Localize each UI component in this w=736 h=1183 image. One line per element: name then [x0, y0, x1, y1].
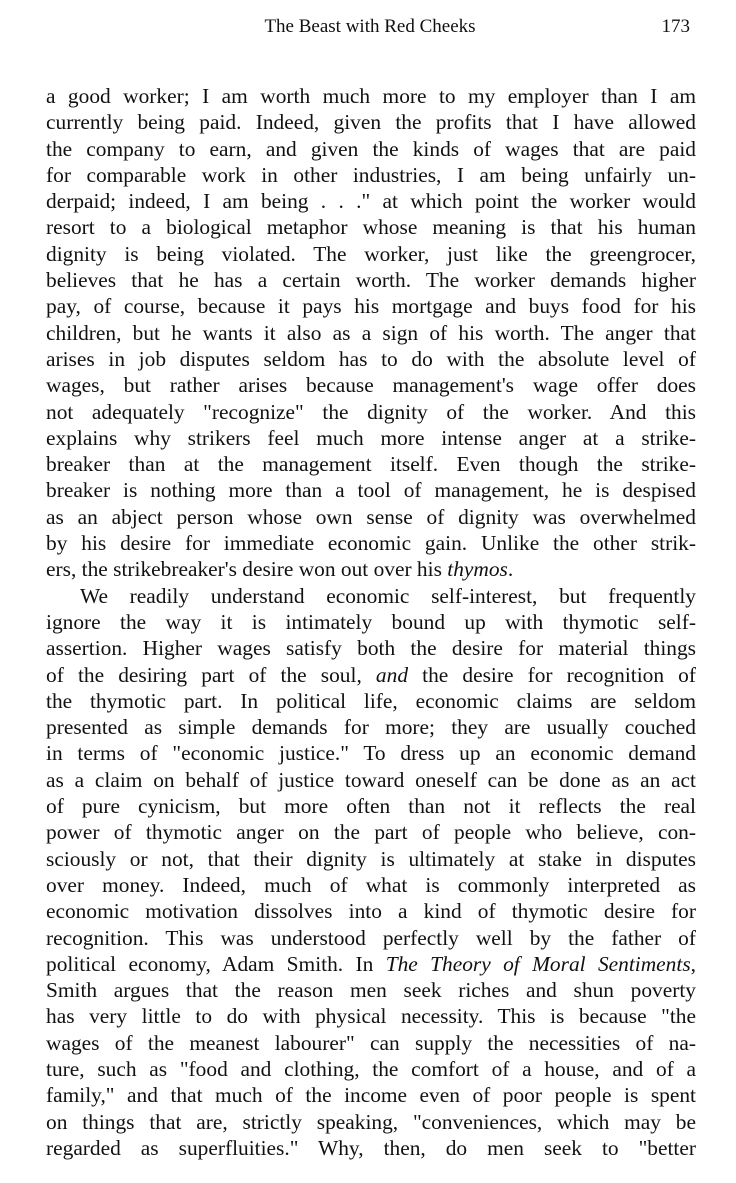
- text-run: Smith argues that the reason men seek riches and shun poverty: [46, 978, 696, 1003]
- running-title: The Beast with Red Cheeks: [264, 16, 476, 37]
- text-run: not adequately "recognize" the dignity of the worker. And this: [46, 399, 696, 424]
- text-run: breaker than at the management itself. Even though the strike-: [46, 452, 696, 477]
- paragraph: [46, 83, 696, 583]
- text-line: [46, 925, 696, 951]
- text-line: [46, 399, 696, 425]
- text-line: [46, 977, 696, 1003]
- text-run: on things that are, strictly speaking, "conveniences, which may be: [46, 1109, 696, 1134]
- text-line: [46, 793, 696, 819]
- text-run: dignity is being violated. The worker, just like the greengrocer,: [46, 241, 696, 266]
- text-run: presented as simple demands for more; they are usually couched: [46, 715, 696, 740]
- text-run: sciously or not, that their dignity is ultimately at stake in disputes: [46, 846, 696, 871]
- text-run: power of thymotic anger on the part of people who believe, con-: [46, 820, 696, 845]
- text-run: ture, such as "food and clothing, the comfort of a house, and of a: [46, 1056, 696, 1081]
- text-line: [46, 504, 696, 530]
- text-line: [46, 635, 696, 661]
- text-run: as an abject person whose own sense of dignity was overwhelmed: [46, 504, 696, 529]
- text-line: [46, 609, 696, 635]
- text-line: [46, 530, 696, 556]
- text-run: explains why strikers feel much more intense anger at a strike-: [46, 425, 696, 450]
- text-line: [46, 372, 696, 398]
- text-line: [46, 846, 696, 872]
- text-line: [46, 872, 696, 898]
- text-run: the desire for recognition of: [408, 662, 696, 687]
- text-run: wages, but rather arises because management's wage offer does: [46, 373, 696, 398]
- text-line: [46, 1056, 696, 1082]
- text-run: children, but he wants it also as a sign of his worth. The anger that: [46, 320, 696, 345]
- text-line: [46, 109, 696, 135]
- text-run: of the desiring part of the soul,: [46, 662, 376, 687]
- text-line: [46, 293, 696, 319]
- text-run: derpaid; indeed, I am being . . ." at which point the worker would: [46, 189, 696, 214]
- text-line: [46, 556, 696, 582]
- text-line: [46, 320, 696, 346]
- text-line: [46, 83, 696, 109]
- text-line: [46, 425, 696, 451]
- text-run: for comparable work in other industries, I am being unfairly un-: [46, 162, 696, 187]
- text-line: [46, 267, 696, 293]
- text-run: resort to a biological metaphor whose meaning is that his human: [46, 215, 696, 240]
- text-run: ignore the way it is intimately bound up with thymotic self-: [46, 609, 696, 634]
- text-line: [46, 162, 696, 188]
- text-line: [46, 1003, 696, 1029]
- italic-text: thymos: [447, 557, 508, 582]
- text-run: the company to earn, and given the kinds of wages that are paid: [46, 136, 696, 161]
- text-run: in terms of "economic justice." To dress up an economic demand: [46, 741, 696, 766]
- text-line: [46, 451, 696, 477]
- text-run: by his desire for immediate economic gain. Unlike the other strik-: [46, 531, 696, 556]
- text-line: [46, 241, 696, 267]
- text-line: [46, 1082, 696, 1108]
- text-run: breaker is nothing more than a tool of management, he is despised: [46, 478, 696, 503]
- italic-text: The Theory of Moral Sentiments: [385, 951, 691, 976]
- text-run: arises in job disputes seldom has to do with the absolute level of: [46, 346, 696, 371]
- text-run: family," and that much of the income even of poor people is spent: [46, 1083, 696, 1108]
- text-line: [46, 819, 696, 845]
- text-run: assertion. Higher wages satisfy both the desire for material things: [46, 636, 696, 661]
- text-line: [46, 136, 696, 162]
- text-run: .: [507, 557, 514, 582]
- text-line: [46, 740, 696, 766]
- italic-text: and: [375, 662, 409, 687]
- text-run: wages of the meanest labourer" can supply the necessities of na-: [46, 1030, 696, 1055]
- text-run: has very little to do with physical necessity. This is because "the: [46, 1004, 696, 1029]
- text-run: as a claim on behalf of justice toward oneself can be done as an act: [46, 767, 696, 792]
- paragraph: [46, 583, 696, 1162]
- text-run: currently being paid. Indeed, given the profits that I have allowed: [46, 110, 696, 135]
- text-run: pay, of course, because it pays his mortgage and buys food for his: [46, 294, 696, 319]
- text-run: economic motivation dissolves into a kind of thymotic desire for: [46, 899, 696, 924]
- text-line: [46, 714, 696, 740]
- text-line: [46, 346, 696, 372]
- running-header: [46, 14, 694, 40]
- text-line: [46, 1109, 696, 1135]
- text-line: [46, 767, 696, 793]
- text-run: ,: [690, 951, 696, 976]
- text-run: regarded as superfluities." Why, then, do men seek to "better: [46, 1135, 696, 1160]
- text-run: believes that he has a certain worth. The worker demands higher: [46, 268, 696, 293]
- text-line: [46, 951, 696, 977]
- text-run: the thymotic part. In political life, economic claims are seldom: [46, 688, 696, 713]
- text-run: of pure cynicism, but more often than not it reflects the real: [46, 794, 696, 819]
- text-run: political economy, Adam Smith. In: [46, 951, 386, 976]
- text-run: ers, the strikebreaker's desire won out over his: [46, 557, 448, 582]
- text-line: [46, 583, 696, 609]
- text-line: [46, 1030, 696, 1056]
- text-run: a good worker; I am worth much more to my employer than I am: [46, 84, 696, 108]
- body-text: [46, 83, 696, 1161]
- page-number: 173: [661, 16, 690, 37]
- text-line: [46, 214, 696, 240]
- text-run: recognition. This was understood perfectly well by the father of: [46, 925, 696, 950]
- text-line: [46, 898, 696, 924]
- text-run: We readily understand economic self-interest, but frequently: [80, 583, 696, 608]
- text-run: over money. Indeed, much of what is commonly interpreted as: [46, 872, 696, 897]
- text-line: [46, 188, 696, 214]
- text-line: [46, 477, 696, 503]
- text-line: [46, 688, 696, 714]
- text-line: [46, 1135, 696, 1161]
- text-line: [46, 662, 696, 688]
